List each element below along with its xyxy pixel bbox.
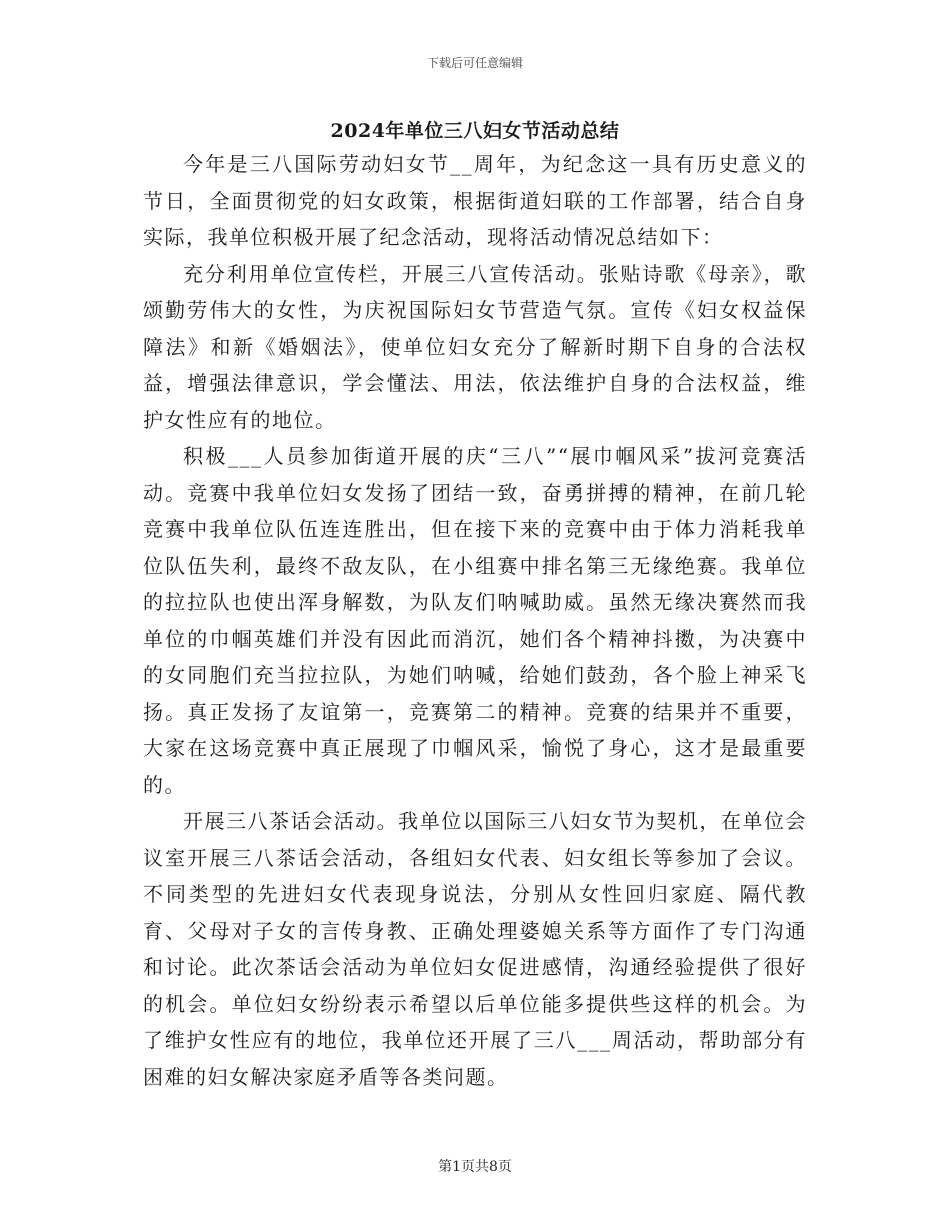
paragraph-tea-party: 开展三八茶话会活动。我单位以国际三八妇女节为契机，在单位会议室开展三八茶话会活动，各组妇女代表、妇女组长等参加了会议。不同类型的先进妇女代表现身说法，分别从女性回归家庭、隔代教育、父母对子女的言传身教、正确处理婆媳关系等方面作了专门沟通和讨论。此次茶话会活动为单位妇女促进感情，沟通经验提供了很好的机会。单位妇女纷纷表示希望以后单位能多提供些这样的机会。为了维护女性应有的地位，我单位还开展了三八___周活动，帮助部分有困难的妇女解决家庭矛盾等各类问题。	[143, 809, 807, 1089]
paragraph-tug-of-war: 积极___人员参加街道开展的庆“三八”“展巾帼风采”拔河竞赛活动。竞赛中我单位妇女发扬了团结一致，奋勇拼搏的精神，在前几轮竞赛中我单位队伍连连胜出，但在接下来的竞赛中由于体力消耗我单位队伍失利，最终不敌友队，在小组赛中排名第三无缘绝赛。我单位的拉拉队也使出浑身解数，为队友们呐喊助威。虽然无缘决赛然而我单位的巾帼英雄们并没有因此而消沉，她们各个精神抖擞，为决赛中的女同胞们充当拉拉队，为她们呐喊，给她们鼓劲，各个脸上神采飞扬。真正发扬了友谊第一，竞赛第二的精神。竞赛的结果并不重要，大家在这场竞赛中真正展现了巾帼风采，愉悦了身心，这才是最重要的。	[143, 444, 807, 797]
page-header-note: 下载后可任意编辑	[426, 56, 523, 70]
paragraph-intro: 今年是三八国际劳动妇女节__周年，为纪念这一具有历史意义的节日，全面贯彻党的妇女政策，根据街道妇联的工作部署，结合自身实际，我单位积极开展了纪念活动，现将活动情况总结如下：	[143, 152, 807, 249]
document-body	[143, 146, 807, 1095]
document-title: 2024年单位三八妇女节活动总结	[330, 120, 620, 142]
paragraph-publicity: 充分利用单位宣传栏，开展三八宣传活动。张贴诗歌《母亲》，歌颂勤劳伟大的女性，为庆祝国际妇女节营造气氛。宣传《妇女权益保障法》和新《婚姻法》，使单位妇女充分了解新时期下自身的合法权益，增强法律意识，学会懂法、用法，依法维护自身的合法权益，维护女性应有的地位。	[143, 261, 807, 432]
page-number: 第1页共8页	[438, 1159, 512, 1175]
